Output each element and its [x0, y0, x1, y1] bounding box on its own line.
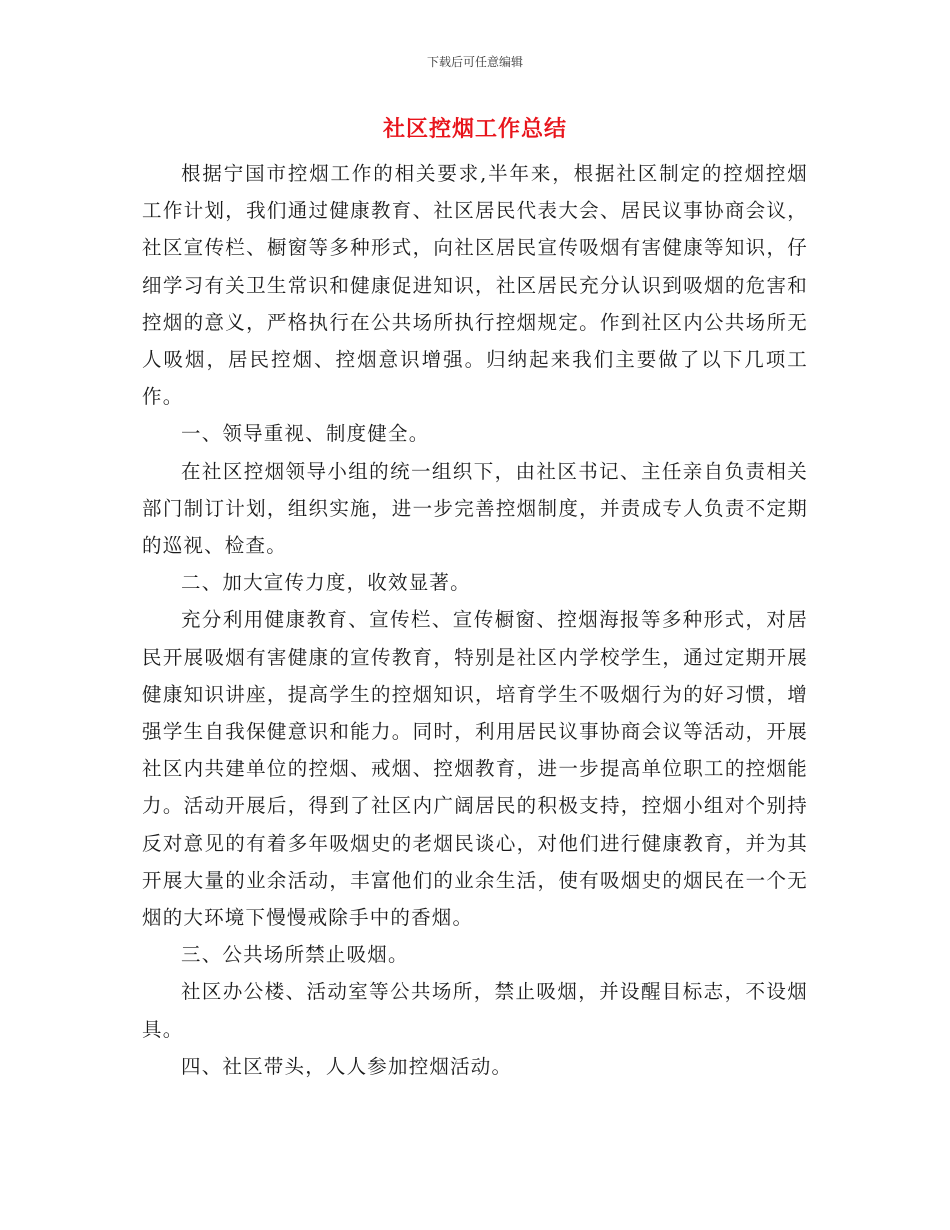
section-heading-3: 三、公共场所禁止吸烟。 — [181, 943, 409, 967]
paragraph-section-1: 在社区控烟领导小组的统一组织下，由社区书记、主任亲自负责相关部门制订计划，组织实施，进一步完善控烟制度，并责成专人负责不定期的巡视、检查。 — [142, 459, 808, 558]
document-title: 社区控烟工作总结 — [382, 117, 567, 142]
header-note: 下载后可任意编辑 — [426, 55, 523, 69]
paragraph-section-3: 社区办公楼、活动室等公共场所，禁止吸烟，并设醒目标志，不设烟具。 — [142, 980, 808, 1041]
paragraph-section-2: 充分利用健康教育、宣传栏、宣传橱窗、控烟海报等多种形式，对居民开展吸烟有害健康的宣传教育，特别是社区内学校学生，通过定期开展健康知识讲座，提高学生的控烟知识，培育学生不吸烟行为的好习惯，增强学生自我保健意识和能力。同时，利用居民议事协商会议等活动，开展社区内共建单位的控烟、戒烟、控烟教育，进一步提高单位职工的控烟能力。活动开展后，得到了社区内广阔居民的积极支持，控烟小组对个别持反对意见的有着多年吸烟史的老烟民谈心，对他们进行健康教育，并为其开展大量的业余活动，丰富他们的业余生活，使有吸烟史的烟民在一个无烟的大环境下慢慢戒除手中的香烟。 — [142, 608, 808, 930]
paragraph-intro: 根据宁国市控烟工作的相关要求,半年来，根据社区制定的控烟控烟工作计划，我们通过健康教育、社区居民代表大会、居民议事协商会议，社区宣传栏、橱窗等多种形式，向社区居民宣传吸烟有害健康等知识，仔细学习有关卫生常识和健康促进知识，社区居民充分认识到吸烟的危害和控烟的意义，严格执行在公共场所执行控烟规定。作到社区内公共场所无人吸烟，居民控烟、控烟意识增强。归纳起来我们主要做了以下几项工作。 — [142, 162, 808, 409]
section-heading-4: 四、社区带头，人人参加控烟活动。 — [181, 1054, 513, 1078]
document-body — [142, 155, 808, 1085]
section-heading-2: 二、加大宣传力度，收效显著。 — [181, 571, 471, 595]
section-heading-1: 一、领导重视、制度健全。 — [181, 422, 430, 446]
